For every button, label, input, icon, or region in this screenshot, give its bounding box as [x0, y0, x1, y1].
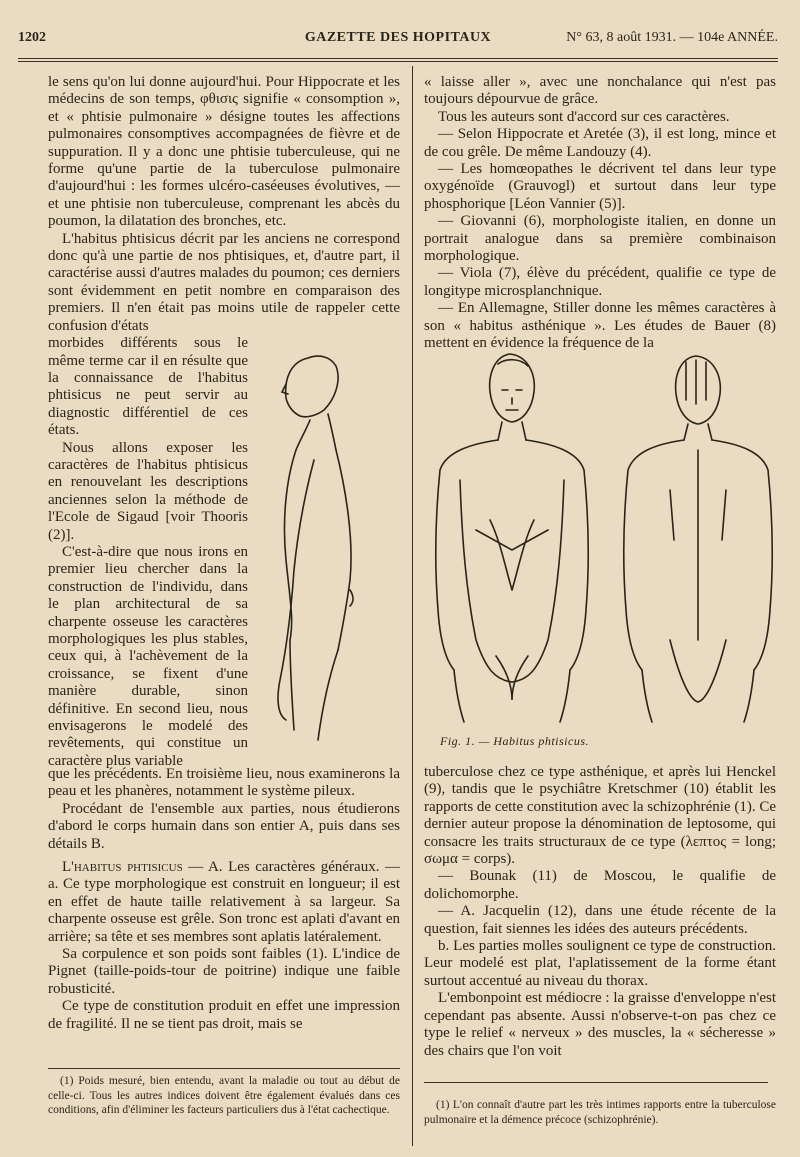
back-figure	[624, 356, 772, 722]
footnote: (1) Poids mesuré, bien entendu, avant la maladie ou tout au début de celle-ci. Tous les autres indices doivent être également évalués dans ces conditions, afin d'éliminer les facteurs particuliers dus à l'état cachectique.	[48, 1075, 400, 1116]
front-figure	[436, 354, 588, 722]
paragraph: Tous les auteurs sont d'accord sur ces caractères.	[438, 108, 730, 125]
paragraph: tuberculose chez ce type asthénique, et après lui Henckel (9), tandis que le psychiâtre Kretschmer (10) établit les rapports de cette constitution avec la schizophrénie (1). Ce dernier auteur propose la dénomination de leptosome, qui consacre les traits structuraux de ce type (λεπτος = long; σωμα = corps).	[424, 764, 776, 868]
paragraph: morbides différents sous le même terme car il en résulte que la connaissance de l'habitus phtisicus ne peut servir au diagnostic différentiel de ces états.	[48, 335, 248, 439]
right-footnote	[424, 1098, 776, 1127]
paragraph: b. Les parties molles soulignent ce type de construction. Leur modelé est plat, l'aplatissement de la forme étant surtout accentué au niveau du thorax.	[424, 938, 776, 989]
paragraph: — Viola (7), élève du précédent, qualifie ce type de longitype microsplanchnique.	[424, 265, 776, 299]
paragraph: C'est-à-dire que nous irons en premier lieu chercher dans la construction de l'individu, dans le plan architectural de sa charpente osseuse les caractères morphologiques les plus stables, ceux qui, à l'achèvement de la croissance, se fixent d'une manière durable, sinon définitive. En second lieu, nous envisagerons le modelé des revêtements, qui constitue un caractère plus variable	[48, 543, 248, 769]
paragraph: Ce type de constitution produit en effet une impression de fragilité. Il ne se tient pas droit, mais se	[48, 998, 400, 1032]
footnote-rule	[48, 1068, 400, 1069]
footnote: (1) L'on connaît d'autre part les très intimes rapports entre la tuberculose pulmonaire et la démence précoce (schizophrénie).	[424, 1099, 776, 1126]
paragraph: Procédant de l'ensemble aux parties, nous étudierons d'abord le corps humain dans son entier A, puis dans ses détails B.	[48, 800, 400, 852]
paragraph: Sa corpulence et son poids sont faibles (1). L'indice de Pignet (taille-poids-tour de poitrine) indique une faible robusticité.	[48, 946, 400, 997]
figure-habitus-phtisicus	[250, 340, 790, 760]
paragraph: — Bounak (11) de Moscou, le qualifie de dolichomorphe.	[424, 868, 776, 902]
right-column	[424, 74, 776, 353]
footnote-rule	[424, 1082, 768, 1083]
issue-info: N° 63, 8 août 1931. — 104e ANNÉE.	[566, 30, 778, 45]
header-rule	[18, 58, 778, 59]
paragraph: L'habitus phtisicus — A. Les caractères généraux. — a. Ce type morphologique est construit en longueur; il est en effet de haute taille relativement à sa largeur. Sa charpente osseuse est grêle. Son tronc est aplati d'avant en arrière; sa tête et ses membres sont aplatis latéralement.	[48, 859, 400, 945]
paragraph: Nous allons exposer les caractères de l'habitus phtisicus en renouvelant les descriptions anciennes selon la méthode de l'Ecole de Sigaud [voir Thooris (2)].	[48, 439, 248, 543]
page-number: 1202	[18, 30, 46, 45]
paragraph: le sens qu'on lui donne aujourd'hui. Pour Hippocrate et les médecins de son temps, φθισις signifie « consomption », et « phtisie pulmonaire » désigne toutes les affections pulmonaires consomptives accompagnées de fièvre et de suppuration. Il y a donc une phtisie tuberculeuse, qui ne forme qu'une partie de la tuberculose pulmonaire d'aujourd'hui : les formes ulcéro-caséeuses évolutives, — et une phtisie non tuberculeuse, comprenant les abcès du poumon, la dilatation des bronches, etc.	[48, 74, 400, 230]
paragraph: — A. Jacquelin (12), dans une étude récente de la question, fait siennes les idées des auteurs précédents.	[424, 903, 776, 937]
running-header	[18, 28, 778, 52]
right-column-bottom	[424, 764, 776, 1060]
figure-caption: Fig. 1. — Habitus phtisicus.	[440, 734, 590, 748]
paragraph: — Selon Hippocrate et Aretée (3), il est long, mince et de cou grêle. De même Landouzy (4).	[424, 126, 776, 160]
profile-figure	[278, 356, 353, 740]
paragraph: — Giovanni (6), morphologiste italien, en donne un portrait analogue dans sa première combinaison morphologique.	[424, 213, 776, 265]
paragraph: que les précédents. En troisième lieu, nous examinerons la peau et les phanères, notamment le système pileux.	[48, 766, 400, 800]
paragraph: — Les homœopathes le décrivent tel dans leur type oxygénoïde (Grauvogl) et surtout dans leur type phosphorique [Léon Vannier (5)].	[424, 161, 776, 212]
header-rule-2	[18, 61, 778, 62]
paragraph: L'embonpoint est médiocre : la graisse d'enveloppe n'est cependant pas absente. Aussi n'observe-t-on pas chez ce type le relief « nerveux » des muscles, la « sécheresse » des chairs que l'on voit	[424, 990, 776, 1059]
paragraph: « laisse aller », avec une nonchalance qui n'est pas toujours dépourvue de grâce.	[424, 74, 776, 108]
left-footnote	[48, 1074, 400, 1118]
paragraph: L'habitus phtisicus décrit par les anciens ne correspond donc qu'à une partie de nos phtisiques, et, d'autre part, il caractérise aussi d'autres malades du poumon; ces derniers sont évidemment en petit nombre en comparaison des premiers. Il n'en était pas moins utile de rappeler cette confusion d'états	[48, 230, 400, 334]
paragraph: — En Allemagne, Stiller donne les mêmes caractères à son « habitus asthénique ». Les études de Bauer (8) mettent en évidence la fréquence de la	[424, 300, 776, 352]
section-heading: L'habitus phtisicus	[62, 859, 183, 876]
journal-title: GAZETTE DES HOPITAUX	[304, 30, 492, 45]
left-column-bottom	[48, 766, 400, 1033]
